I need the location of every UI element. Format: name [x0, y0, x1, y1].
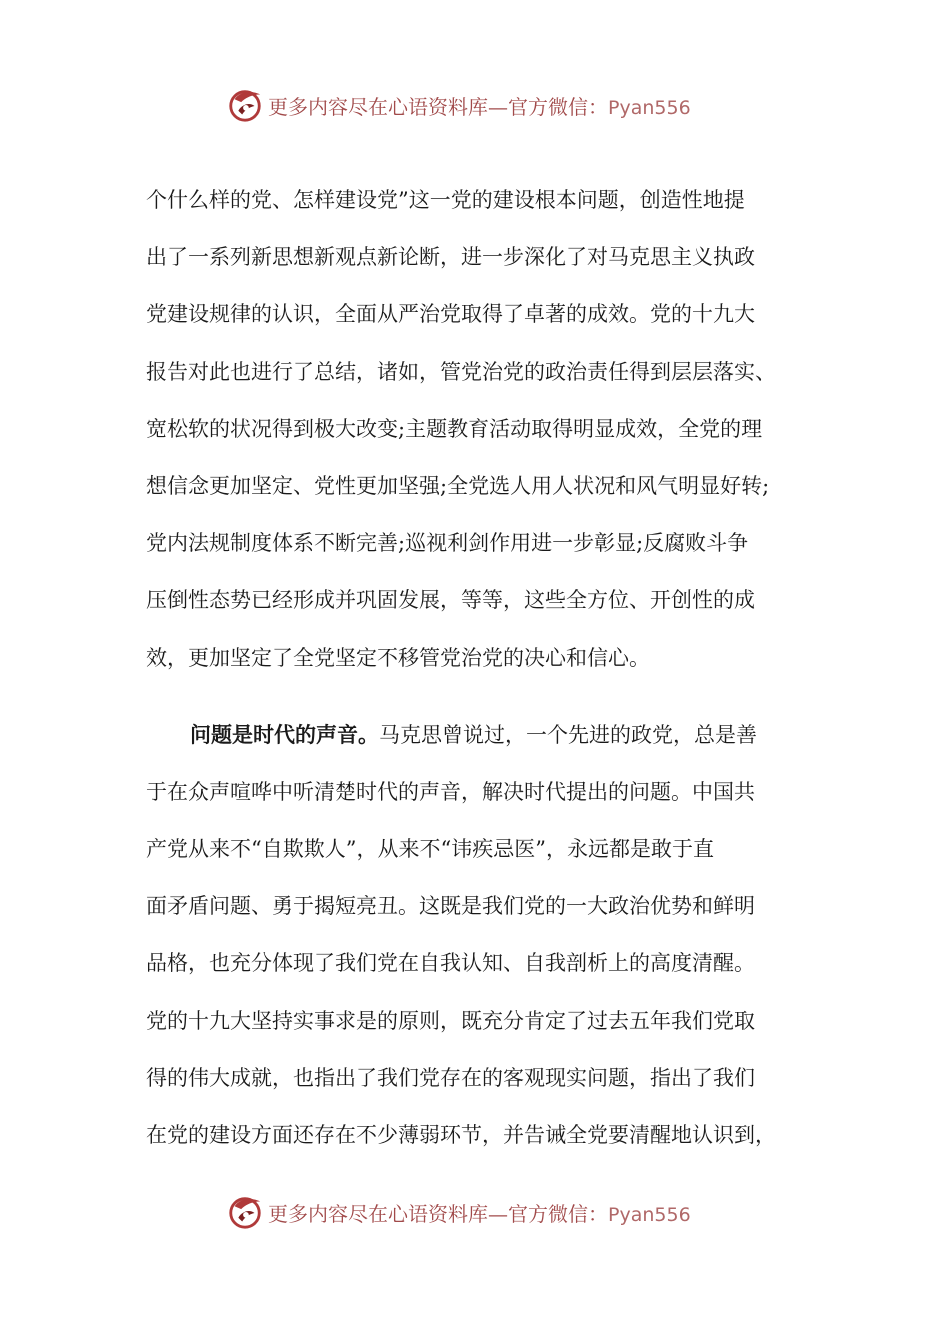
watermark-text: 更多内容尽在心语资料库—官方微信：Pyan556: [268, 1201, 691, 1226]
brand-logo-icon: [226, 86, 264, 124]
text-line: 在党的建设方面还存在不少薄弱环节，并告诫全党要清醒地认识到，: [146, 1123, 776, 1147]
text-line: 出了一系列新思想新观点新论断，进一步深化了对马克思主义执政: [146, 245, 755, 270]
paragraph-1: [146, 172, 814, 687]
header-watermark: [226, 85, 746, 125]
brand-logo-icon: [226, 1193, 264, 1231]
wechat-id: Pyan556: [608, 96, 691, 119]
text-line: 于在众声喧哗中听清楚时代的声音，解决时代提出的问题。中国共: [146, 779, 755, 804]
text-run: 马克思曾说过，一个先进的政党，总是善: [379, 722, 757, 747]
text-line: 想信念更加坚定、党性更加坚强;全党选人用人状况和风气明显好转;: [146, 473, 770, 498]
text-line-first: [146, 707, 814, 764]
paragraph-lead-heading: 问题是时代的声音。: [190, 722, 379, 747]
text-line: 党建设规律的认识，全面从严治党取得了卓著的成效。党的十九大: [146, 302, 755, 327]
text-line: 效，更加坚定了全党坚定不移管党治党的决心和信心。: [146, 645, 650, 670]
text-line: 压倒性态势已经形成并巩固发展，等等，这些全方位、开创性的成: [146, 588, 755, 613]
watermark-text: 更多内容尽在心语资料库—官方微信：Pyan556: [268, 94, 691, 119]
text-line: 产党从来不“自欺欺人”，从来不“讳疾忌医”，永远都是敢于直: [146, 837, 714, 862]
footer-watermark: [226, 1192, 746, 1232]
document-body: [146, 172, 814, 1164]
text-line: 宽松软的状况得到极大改变;主题教育活动取得明显成效，全党的理: [146, 416, 763, 441]
text-line: 党内法规制度体系不断完善;巡视利剑作用进一步彰显;反腐败斗争: [146, 531, 749, 556]
wechat-id: Pyan556: [608, 1203, 691, 1226]
text-line: 面矛盾问题、勇于揭短亮丑。这既是我们党的一大政治优势和鲜明: [146, 894, 755, 919]
text-line: 得的伟大成就，也指出了我们党存在的客观现实问题，指出了我们: [146, 1065, 755, 1090]
text-line: 党的十九大坚持实事求是的原则，既充分肯定了过去五年我们党取: [146, 1008, 755, 1033]
text-line: 个什么样的党、怎样建设党”这一党的建设根本问题，创造性地提: [146, 188, 745, 212]
paragraph-2: [146, 707, 814, 1165]
text-line: 报告对此也进行了总结，诸如，管党治党的政治责任得到层层落实、: [146, 359, 776, 384]
text-line: 品格，也充分体现了我们党在自我认知、自我剖析上的高度清醒。: [146, 951, 755, 976]
